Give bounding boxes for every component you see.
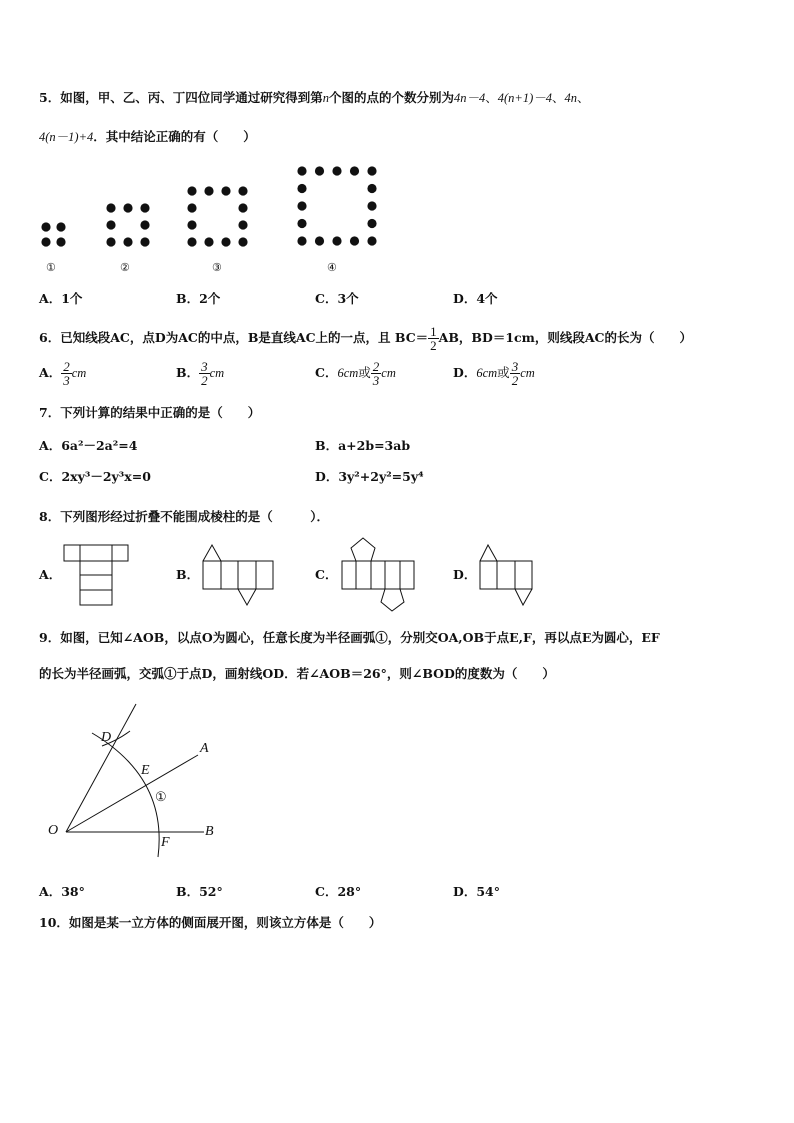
point-label-d: D: [101, 730, 112, 745]
question-number: 7．: [39, 405, 61, 420]
point-label-o: O: [48, 823, 59, 838]
option-c[interactable]: C．2xy³－2y³x=0: [39, 469, 151, 484]
fraction-numerator: 2: [372, 359, 380, 374]
option-b[interactable]: B．52°: [176, 884, 223, 899]
fraction-denominator: 2: [511, 373, 519, 388]
unit: cm: [381, 366, 396, 380]
fraction-denominator: 3: [372, 373, 380, 388]
fraction-numerator: 2: [63, 359, 70, 374]
option-a[interactable]: A．: [39, 567, 62, 582]
fraction-denominator: 2: [430, 338, 437, 353]
question-text: 如图，甲、乙、丙、丁四位同学通过研究得到第: [60, 90, 323, 105]
arc-label-1: ①: [155, 790, 167, 805]
question-text: 如图是某一立方体的侧面展开图，则该立方体是（ ）: [68, 915, 382, 930]
question-text: ．其中结论正确的有（ ）: [93, 129, 256, 144]
question-10-text: [39, 915, 381, 931]
question-number: 10．: [39, 915, 69, 930]
formula-3: 4n: [564, 91, 578, 105]
question-number: 6．: [39, 330, 61, 345]
separator: 、: [577, 90, 590, 105]
question-9-line-2: 的长为半径画弧，交弧①于点D，画射线OD．若∠AOB＝26°，则∠BOD的度数为（ ）: [39, 666, 555, 681]
figure-label-1: ①: [46, 261, 56, 274]
option-d[interactable]: D．4个: [453, 291, 498, 306]
conjunction: 或: [497, 365, 510, 380]
separator: 、: [485, 90, 498, 105]
question-text: 个图的点的个数分别为: [328, 90, 454, 105]
option-c[interactable]: C．: [315, 567, 338, 582]
point-label-e: E: [141, 763, 150, 778]
option-b[interactable]: B．a+2b=3ab: [315, 438, 411, 453]
option-a[interactable]: A．6a²－2a²=4: [39, 438, 138, 453]
unit: cm: [520, 366, 535, 380]
option-label: D．: [453, 365, 477, 380]
option-b[interactable]: B．2个: [176, 291, 221, 306]
figure-label-2: ②: [120, 261, 130, 274]
option-d[interactable]: D．3y²+2y²=5y⁴: [315, 469, 424, 484]
point-label-a: A: [200, 741, 209, 756]
figure-label-3: ③: [212, 261, 222, 274]
fraction-numerator: 3: [201, 359, 208, 374]
question-number: 9．: [39, 630, 61, 645]
option-b[interactable]: B．: [176, 567, 200, 582]
separator: 、: [552, 90, 565, 105]
question-number: 8．: [39, 509, 61, 524]
option-label: B．: [176, 365, 200, 380]
fraction-denominator: 3: [63, 373, 70, 388]
fraction-denominator: 2: [201, 373, 208, 388]
question-number: 5．: [39, 90, 61, 105]
option-d[interactable]: D．: [453, 567, 477, 582]
formula-1: 4n－4: [453, 91, 486, 105]
question-text: 已知线段AC，点D为AC的中点，B是直线AC上的一点，且 BC＝: [60, 330, 429, 345]
fraction-numerator: 3: [511, 359, 519, 374]
option-c[interactable]: C．3个: [315, 291, 359, 306]
formula-2: 4(n+1)－4: [497, 91, 553, 105]
question-text: 下列计算的结果中正确的是（ ）: [60, 405, 261, 420]
conjunction: 或: [358, 365, 371, 380]
variable-n: n: [322, 91, 329, 105]
option-label: A．: [39, 365, 62, 380]
formula-4: 4(n－1)+4: [39, 130, 94, 144]
point-label-b: B: [205, 824, 214, 839]
unit: cm: [71, 366, 87, 380]
question-text: AB，BD＝1cm，则线段AC的长为（ ）: [438, 330, 693, 345]
option-d[interactable]: D．54°: [453, 884, 500, 899]
fraction-numerator: 1: [430, 324, 437, 339]
value: 6cm: [476, 366, 498, 380]
figure-label-4: ④: [327, 261, 337, 274]
option-c[interactable]: C．28°: [315, 884, 362, 899]
value: 6cm: [337, 366, 359, 380]
point-label-f: F: [161, 835, 170, 850]
question-text: 下列图形经过折叠不能围成棱柱的是（ ）．: [60, 509, 329, 524]
unit: cm: [209, 366, 225, 380]
option-label: C．: [315, 365, 338, 380]
question-text: 如图，已知∠AOB，以点O为圆心，任意长度为半径画弧①，分别交OA,OB于点E,F，再以点E为圆心，EF: [60, 630, 660, 645]
option-a[interactable]: A．38°: [39, 884, 85, 899]
option-a[interactable]: A．1个: [39, 291, 83, 306]
